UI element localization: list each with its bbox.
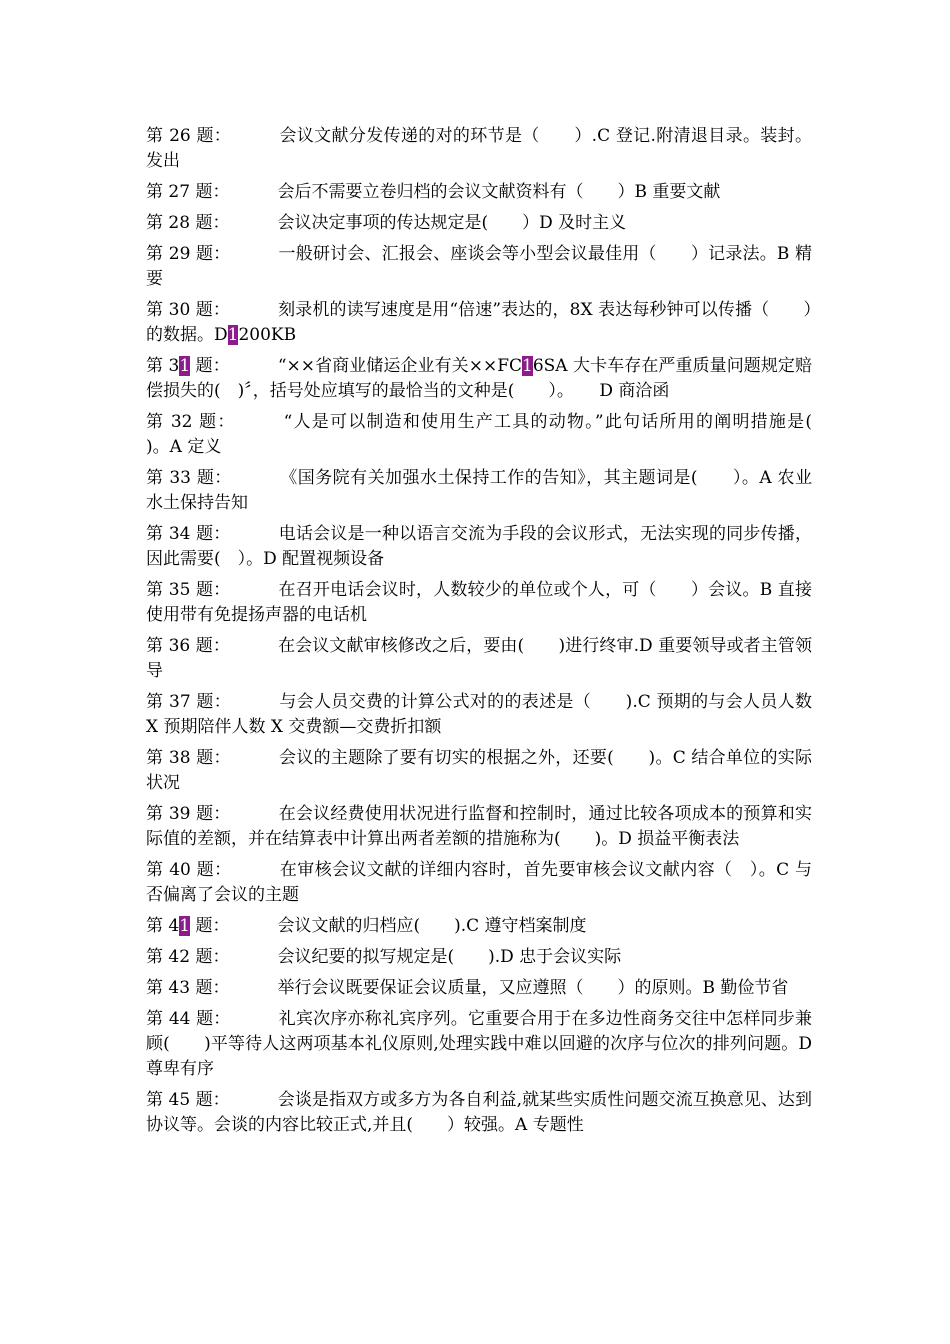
question-text: 会后不需要立卷归档的会议文献资料有（ ）B 重要文献 [277,182,721,202]
question-text: 电话会议是一种以语言交流为手段的会议形式，无法实现的同步传播，因此需要( ）。D 配置视频设备 [146,524,812,569]
question-text: 《国务院有关加强水土保持工作的告知》，其主题词是( ）。A 农业 水土保持告知 [146,468,846,513]
question-number: 第 36 题： [146,636,230,656]
question-text: 会议文献分发传递的对的环节是（ ）.C 登记.附清退目录。装封。发出 [146,126,812,171]
question-30 [146,298,812,348]
question-27 [146,180,812,205]
question-number: 第 44 题： [146,1009,231,1029]
question-number: 第 35 题： [146,580,231,600]
question-text: 在会议经费使用状况进行监督和控制时，通过比较各项成本的预算和实际值的差额，并在结算表中计算出两者差额的措施称为( )。D 损益平衡表法 [146,804,812,849]
question-39 [146,802,812,852]
question-text: 礼宾次序亦称礼宾序列。它重要合用于在多边性商务交往中怎样同步兼顾( )平等待人这两项基本礼仪原则,处理实践中难以回避的次序与位次的排列问题。D 尊卑有序 [146,1009,812,1079]
question-text: 会议文献的归档应( ).C 遵守档案制度 [277,916,587,936]
question-number: 第 42 题： [146,947,230,967]
question-text: 一般研讨会、汇报会、座谈会等小型会议最佳用（ ）记录法。B 精要 [146,244,812,289]
question-number: 第 38 题： [146,748,231,768]
question-34 [146,522,812,572]
question-text: 在召开电话会议时，人数较少的单位或个人，可（ ）会议。B 直接使用带有免提扬声器的电话机 [146,580,812,625]
question-number [146,916,229,936]
question-number: 第 37 题： [146,692,232,712]
question-number: 第 26 题： [146,126,232,146]
question-text: 举行会议既要保证会议质量，又应遵照（ ）的原则。B 勤俭节省 [277,978,789,998]
question-number: 第 39 题： [146,804,231,824]
question-29 [146,242,812,292]
question-number: 第 29 题： [146,244,231,264]
question-text: 会议纪要的拟写规定是( ).D 忠于会议实际 [277,947,622,967]
question-number-prefix: 第 3 [146,356,180,376]
question-41 [146,914,812,939]
question-text: 会议决定事项的传达规定是( ）D 及时主义 [277,213,627,233]
question-number-prefix: 第 4 [146,916,180,936]
question-text: 在会议文献审核修改之后，要由( )进行终审.D 重要领导或者主管领导 [146,636,812,681]
question-number: 第 30 题： [146,300,231,320]
question-text: “人是可以制造和使用生产工具的动物。”此句话所用的阐明措施是( )。A 定义 [146,412,846,457]
question-number: 第 27 题： [146,182,230,202]
question-number: 第 40 题： [146,860,232,880]
highlight-mark: 1 [179,916,191,936]
question-32 [146,410,846,460]
question-42 [146,945,812,970]
question-number: 第 32 题： [146,412,236,432]
question-45 [146,1088,812,1138]
question-36 [146,634,812,684]
question-37 [146,690,812,740]
question-26 [146,124,812,174]
question-43 [146,976,812,1001]
highlight-mark: 1 [522,356,533,376]
question-number: 第 33 题： [146,468,232,488]
question-text-tail: 6SA 大卡车存在严重质量问题规定赔偿损失的( )〞，括号处应填写的最恰当的文种是( ）。 D 商洽函 [146,356,812,401]
question-number [146,356,230,376]
question-text: “××省商业储运企业有关××FC [277,356,523,376]
question-text-tail: 200KB [238,325,297,345]
question-33 [146,466,846,516]
question-number-suffix: 题： [190,916,230,936]
question-number-suffix: 题： [190,356,230,376]
question-text: 刻录机的读写速度是用“倍速”表达的，8X 表达每秒钟可以传播（ ）的数据。D [146,300,812,345]
question-number: 第 28 题： [146,213,230,233]
question-number: 第 45 题： [146,1090,230,1110]
question-text: 会谈是指双方或多方为各自利益,就某些实质性问题交流互换意见、达到协议等。会谈的内容比较正式,并且( ）较强。A 专题性 [146,1090,812,1135]
question-38 [146,746,812,796]
question-35 [146,578,812,628]
highlight-mark: 1 [179,356,191,376]
highlight-mark: 1 [227,325,239,345]
question-number: 第 34 题： [146,524,231,544]
question-31 [146,354,812,404]
question-number: 第 43 题： [146,978,230,998]
question-40 [146,858,812,908]
question-text: 与会人员交费的计算公式对的的表述是（ ).C 预期的与会人员人数 X 预期陪伴人数 X 交费额—交费折扣额 [146,692,812,737]
question-44 [146,1007,812,1082]
question-text: 在审核会议文献的详细内容时，首先要审核会议文献内容（ ）。C 与否偏离了会议的主题 [146,860,812,905]
question-text: 会议的主题除了要有切实的根据之外，还要( )。C 结合单位的实际状况 [146,748,812,793]
question-28 [146,211,812,236]
